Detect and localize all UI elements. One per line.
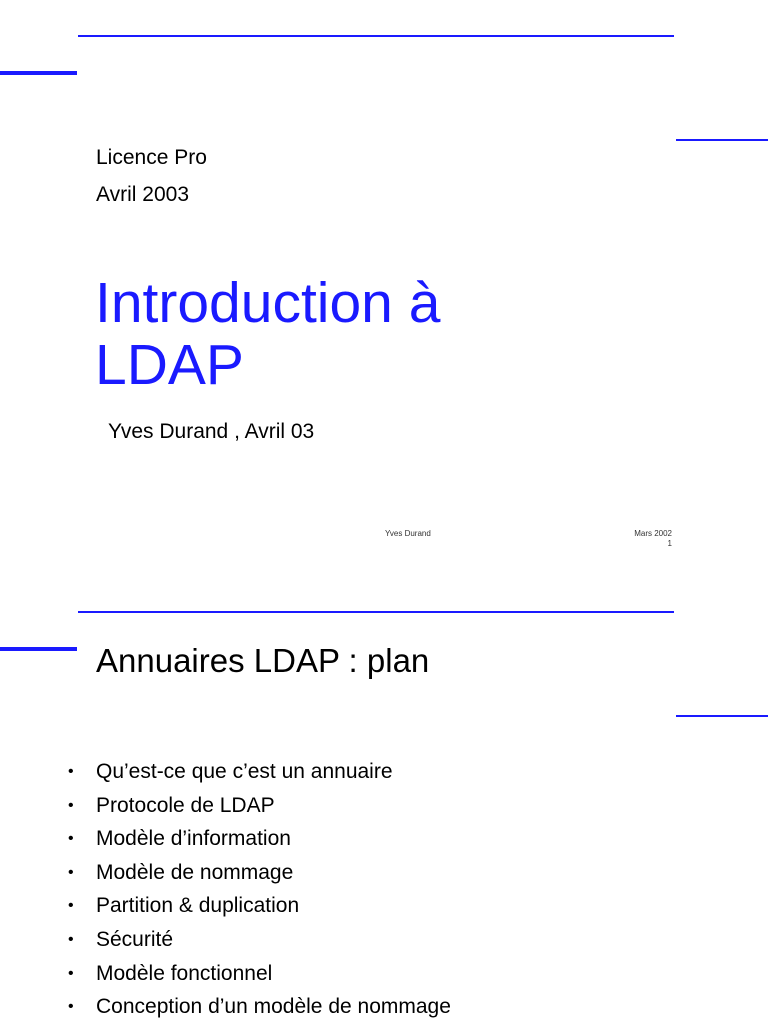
slide-plan xyxy=(0,600,768,1024)
bullet-icon: • xyxy=(68,998,74,1016)
slide-heading: Annuaires LDAP : plan xyxy=(96,642,430,679)
footer-date: Mars 2002 xyxy=(634,529,672,538)
author-line: Yves Durand , Avril 03 xyxy=(108,420,315,443)
list-item xyxy=(68,755,451,789)
title-line-2: LDAP xyxy=(95,333,244,397)
list-item xyxy=(68,957,451,991)
date-line: Avril 2003 xyxy=(96,183,190,206)
top-rule xyxy=(78,611,674,613)
right-accent-rule xyxy=(676,715,768,717)
list-item-text: Modèle fonctionnel xyxy=(96,961,273,985)
bullet-icon: • xyxy=(68,863,74,881)
bullet-icon: • xyxy=(68,830,74,848)
bullet-icon: • xyxy=(68,763,74,780)
list-item xyxy=(68,856,451,890)
list-item-text: Conception d’un modèle de nommage xyxy=(96,995,451,1019)
list-item-text: Partition & duplication xyxy=(96,894,300,918)
title-line-1: Introduction à xyxy=(95,271,441,335)
list-item xyxy=(68,789,451,823)
bullet-icon: • xyxy=(68,930,74,948)
bullet-icon: • xyxy=(68,897,74,915)
list-item xyxy=(68,822,451,856)
list-item xyxy=(68,923,451,957)
course-line: Licence Pro xyxy=(96,146,207,169)
list-item xyxy=(68,990,451,1024)
presentation-title xyxy=(95,272,655,396)
list-item-text: Modèle d’information xyxy=(96,827,291,851)
left-accent-rule xyxy=(0,647,77,651)
footer-author: Yves Durand xyxy=(385,529,431,538)
list-item-text: Sécurité xyxy=(96,927,174,951)
outline-list xyxy=(68,755,451,1024)
list-item xyxy=(68,889,451,923)
list-item-text: Qu’est-ce que c’est un annuaire xyxy=(96,760,393,783)
top-rule xyxy=(78,35,674,37)
list-item-text: Modèle de nommage xyxy=(96,860,294,884)
bullet-icon: • xyxy=(68,796,74,814)
left-accent-rule xyxy=(0,71,77,75)
list-item-text: Protocole de LDAP xyxy=(96,793,275,817)
footer-page-number: 1 xyxy=(667,539,672,548)
right-accent-rule xyxy=(676,139,768,141)
bullet-icon: • xyxy=(68,964,74,982)
